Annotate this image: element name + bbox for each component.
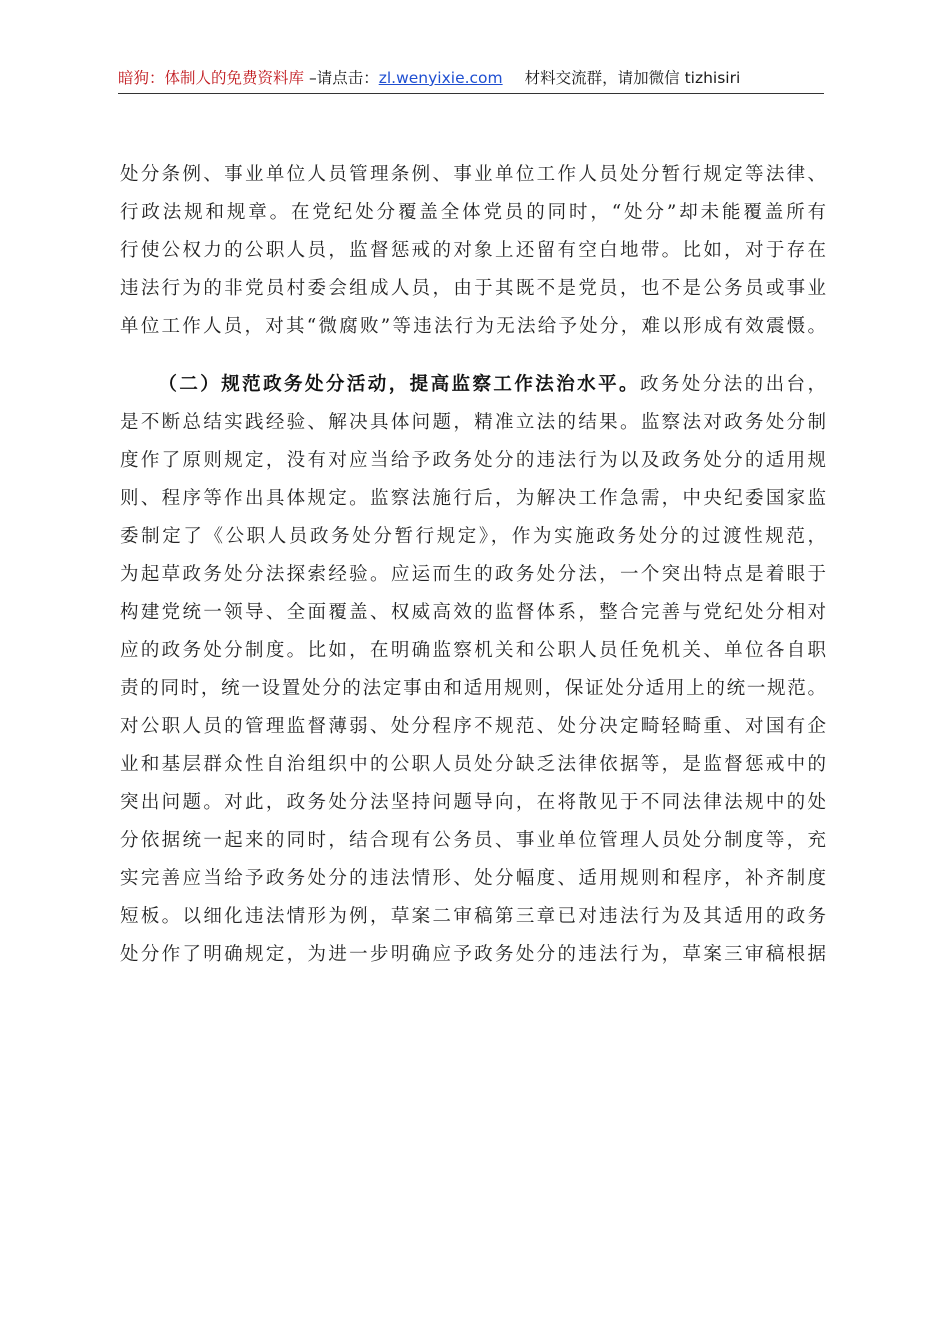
text-line: 则、程序等作出具体规定。监察法施行后，为解决工作急需，中央纪委国家监 bbox=[120, 488, 826, 509]
page-header bbox=[118, 66, 824, 94]
text-line: 对公职人员的管理监督薄弱、处分程序不规范、处分决定畸轻畸重、对国有企 bbox=[120, 716, 826, 737]
text-line: 实完善应当给予政务处分的违法情形、处分幅度、适用规则和程序，补齐制度 bbox=[120, 868, 826, 889]
text-line: 度作了原则规定，没有对应当给予政务处分的违法行为以及政务处分的适用规 bbox=[120, 450, 826, 471]
header-prompt: –请点击： bbox=[304, 69, 379, 87]
text-line: 分依据统一起来的同时，结合现有公务员、事业单位管理人员处分制度等，充 bbox=[120, 830, 826, 851]
text-line: 短板。以细化违法情形为例，草案二审稿第三章已对违法行为及其适用的政务 bbox=[120, 906, 826, 927]
text-line: 突出问题。对此，政务处分法坚持问题导向，在将散见于不同法律法规中的处 bbox=[120, 792, 826, 813]
text-line: 为起草政务处分法探索经验。应运而生的政务处分法，一个突出特点是着眼于 bbox=[120, 564, 826, 585]
text-line: 单位工作人员，对其“微腐败”等违法行为无法给予处分，难以形成有效震慑。 bbox=[120, 316, 826, 337]
paragraph-1 bbox=[120, 156, 826, 346]
text-line: 处分作了明确规定，为进一步明确应予政务处分的违法行为，草案三审稿根据 bbox=[120, 944, 826, 965]
header-link[interactable]: zl.wenyixie.com bbox=[378, 69, 503, 87]
heading-continuation: 政务处分法的出台， bbox=[639, 374, 826, 395]
text-line: 是不断总结实践经验、解决具体问题，精准立法的结果。监察法对政务处分制 bbox=[120, 412, 826, 433]
paragraph-2 bbox=[120, 366, 826, 974]
text-line: 应的政务处分制度。比如，在明确监察机关和公职人员任免机关、单位各自职 bbox=[120, 640, 826, 661]
text-line: 业和基层群众性自治组织中的公职人员处分缺乏法律依据等，是监督惩戒中的 bbox=[120, 754, 826, 775]
text-line-first bbox=[120, 366, 826, 404]
text-line: 违法行为的非党员村委会组成人员，由于其既不是党员，也不是公务员或事业 bbox=[120, 278, 826, 299]
section-heading: （二）规范政务处分活动，提高监察工作法治水平。 bbox=[156, 374, 640, 395]
document-body bbox=[120, 156, 826, 974]
text-line: 行使公权力的公职人员，监督惩戒的对象上还留有空白地带。比如，对于存在 bbox=[120, 240, 826, 261]
header-divider bbox=[118, 93, 824, 94]
header-brand: 暗狗：体制人的免费资料库 bbox=[118, 69, 305, 87]
text-line: 构建党统一领导、全面覆盖、权威高效的监督体系，整合完善与党纪处分相对 bbox=[120, 602, 826, 623]
text-line: 行政法规和规章。在党纪处分覆盖全体党员的同时，“处分”却未能覆盖所有 bbox=[120, 202, 826, 223]
text-line: 处分条例、事业单位人员管理条例、事业单位工作人员处分暂行规定等法律、 bbox=[120, 164, 826, 185]
text-line: 责的同时，统一设置处分的法定事由和适用规则，保证处分适用上的统一规范。 bbox=[120, 678, 826, 699]
header-group-info: 材料交流群，请加微信 tizhisiri bbox=[524, 69, 741, 87]
text-line: 委制定了《公职人员政务处分暂行规定》，作为实施政务处分的过渡性规范， bbox=[120, 526, 826, 547]
